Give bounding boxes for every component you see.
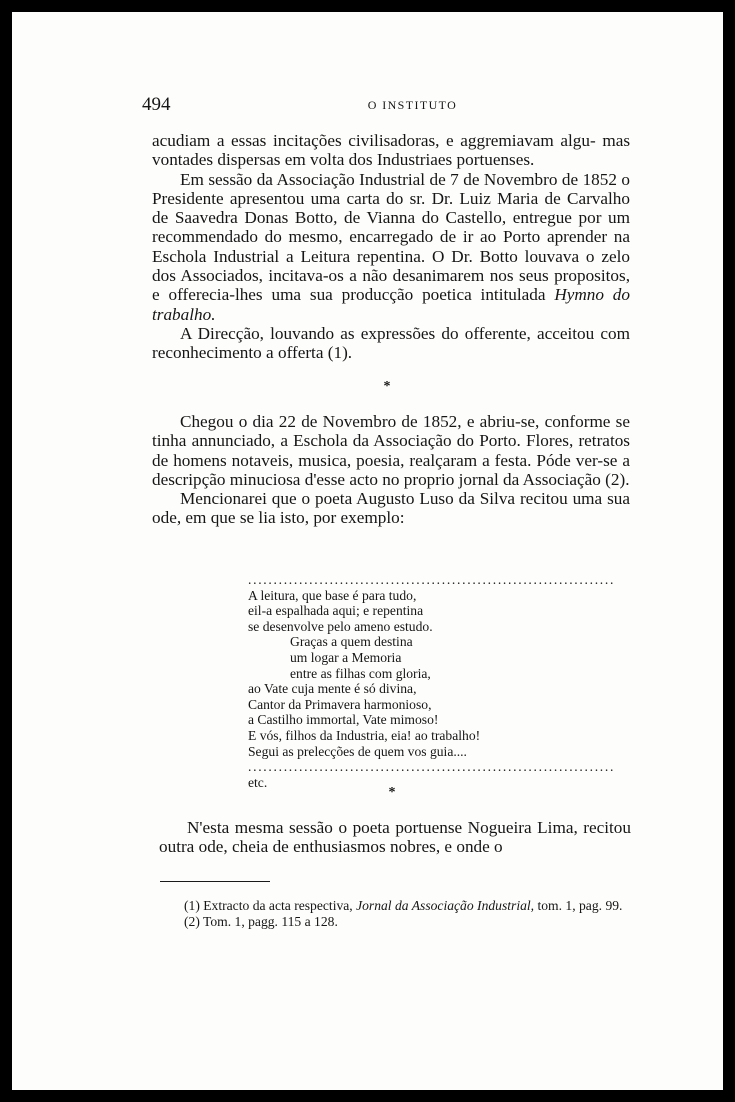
section-asterism: * — [383, 379, 391, 394]
paragraph-line: acudiam a essas incitações civilisadoras, e aggremiavam algu- — [152, 131, 596, 150]
paragraph-direccao: A Direcção, louvando as expressões do offerente, acceitou com reconhecimento a offerta (1). — [152, 323, 630, 363]
page-number: 494 — [142, 94, 171, 115]
poem-line: E vós, filhos da Industria, eia! ao trabalho! — [248, 727, 481, 743]
footnote-divider — [160, 881, 270, 882]
book-page — [12, 12, 723, 1090]
text-block-bottom — [159, 818, 631, 857]
paragraph-line: mas vontades dispersas em volta dos Industriaes portuenses. — [152, 131, 631, 170]
running-title: O INSTITUTO — [367, 98, 458, 112]
poem-line: A leitura, que base é para tudo, — [248, 587, 417, 603]
poem-line: Cantor da Primavera harmonioso, — [248, 696, 432, 712]
poem-line: um logar a Memoria — [290, 649, 402, 665]
poem-line: Graças a quem destina — [290, 634, 413, 650]
poem-line: a Castilho immortal, Vate mimoso! — [248, 712, 439, 728]
paragraph-augusto-luso: Mencionarei que o poeta Augusto Luso da Silva recitou uma sua ode, em que se lia isto, por exemplo: — [152, 489, 630, 528]
text-block-middle — [152, 412, 630, 528]
footnotes — [160, 898, 630, 930]
paragraph-text: Em sessão da Associação Industrial de 7 de Novembro de 1852 o Presidente apresentou uma carta do sr. Dr. Luiz Maria de Carvalho de Saavedra Donas Botto, de Vianna do Castello, entregue por um recommendado do mesmo, encarregado de ir ao Porto aprender na Eschola Industrial a Leitura repentina. O Dr. Botto louvava o zelo dos Associados, incitava-os a não desanimarem nos seus propositos, e offerecia-lhes uma sua producção poetica intitulada — [152, 169, 630, 305]
hymn-title: Hymno do trabalho. — [152, 285, 630, 324]
section-asterism: * — [388, 785, 396, 800]
footnote-text: tom. 1, pag. 99. — [534, 898, 623, 913]
poem-line: ao Vate cuja mente é só divina, — [248, 681, 417, 697]
footnote-2: (2) Tom. 1, pagg. 115 a 128. — [184, 914, 338, 929]
paragraph-sessao-novembro — [152, 170, 630, 324]
poem-etc: etc. — [248, 774, 268, 790]
text-block-top — [152, 131, 630, 363]
poem-line: Segui as prelecções de quem vos guia.... — [248, 743, 467, 759]
footnote-text: (1) Extracto da acta respectiva, — [184, 898, 357, 913]
poem-line: entre as filhas com gloria, — [290, 665, 431, 681]
poem-ellipsis-top: ........................................................................ — [248, 572, 616, 587]
page-header — [142, 94, 647, 118]
footnote-1 — [160, 898, 630, 914]
poem-line: se desenvolve pelo ameno estudo. — [248, 618, 433, 634]
poem-quotation — [248, 572, 616, 790]
paragraph-nogueira-lima: N'esta mesma sessão o poeta portuense Nogueira Lima, recitou outra ode, cheia de enthusiasmos nobres, e onde o — [159, 818, 631, 857]
poem-line: eil-a espalhada aqui; e repentina — [248, 603, 424, 619]
poem-ellipsis-bottom: ........................................................................ — [248, 759, 616, 775]
paragraph-continuation — [152, 131, 630, 170]
footnote-journal-title: Jornal da Associação Industrial, — [356, 898, 535, 913]
paragraph-escola-aberta: Chegou o dia 22 de Novembro de 1852, e abriu-se, conforme se tinha annunciado, a Eschola da Associação do Porto. Flores, retratos de homens notaveis, musica, poesia, realçaram a festa. Póde ver-se a descripção minuciosa d'esse acto no proprio jornal da Associação (2). — [152, 412, 630, 489]
